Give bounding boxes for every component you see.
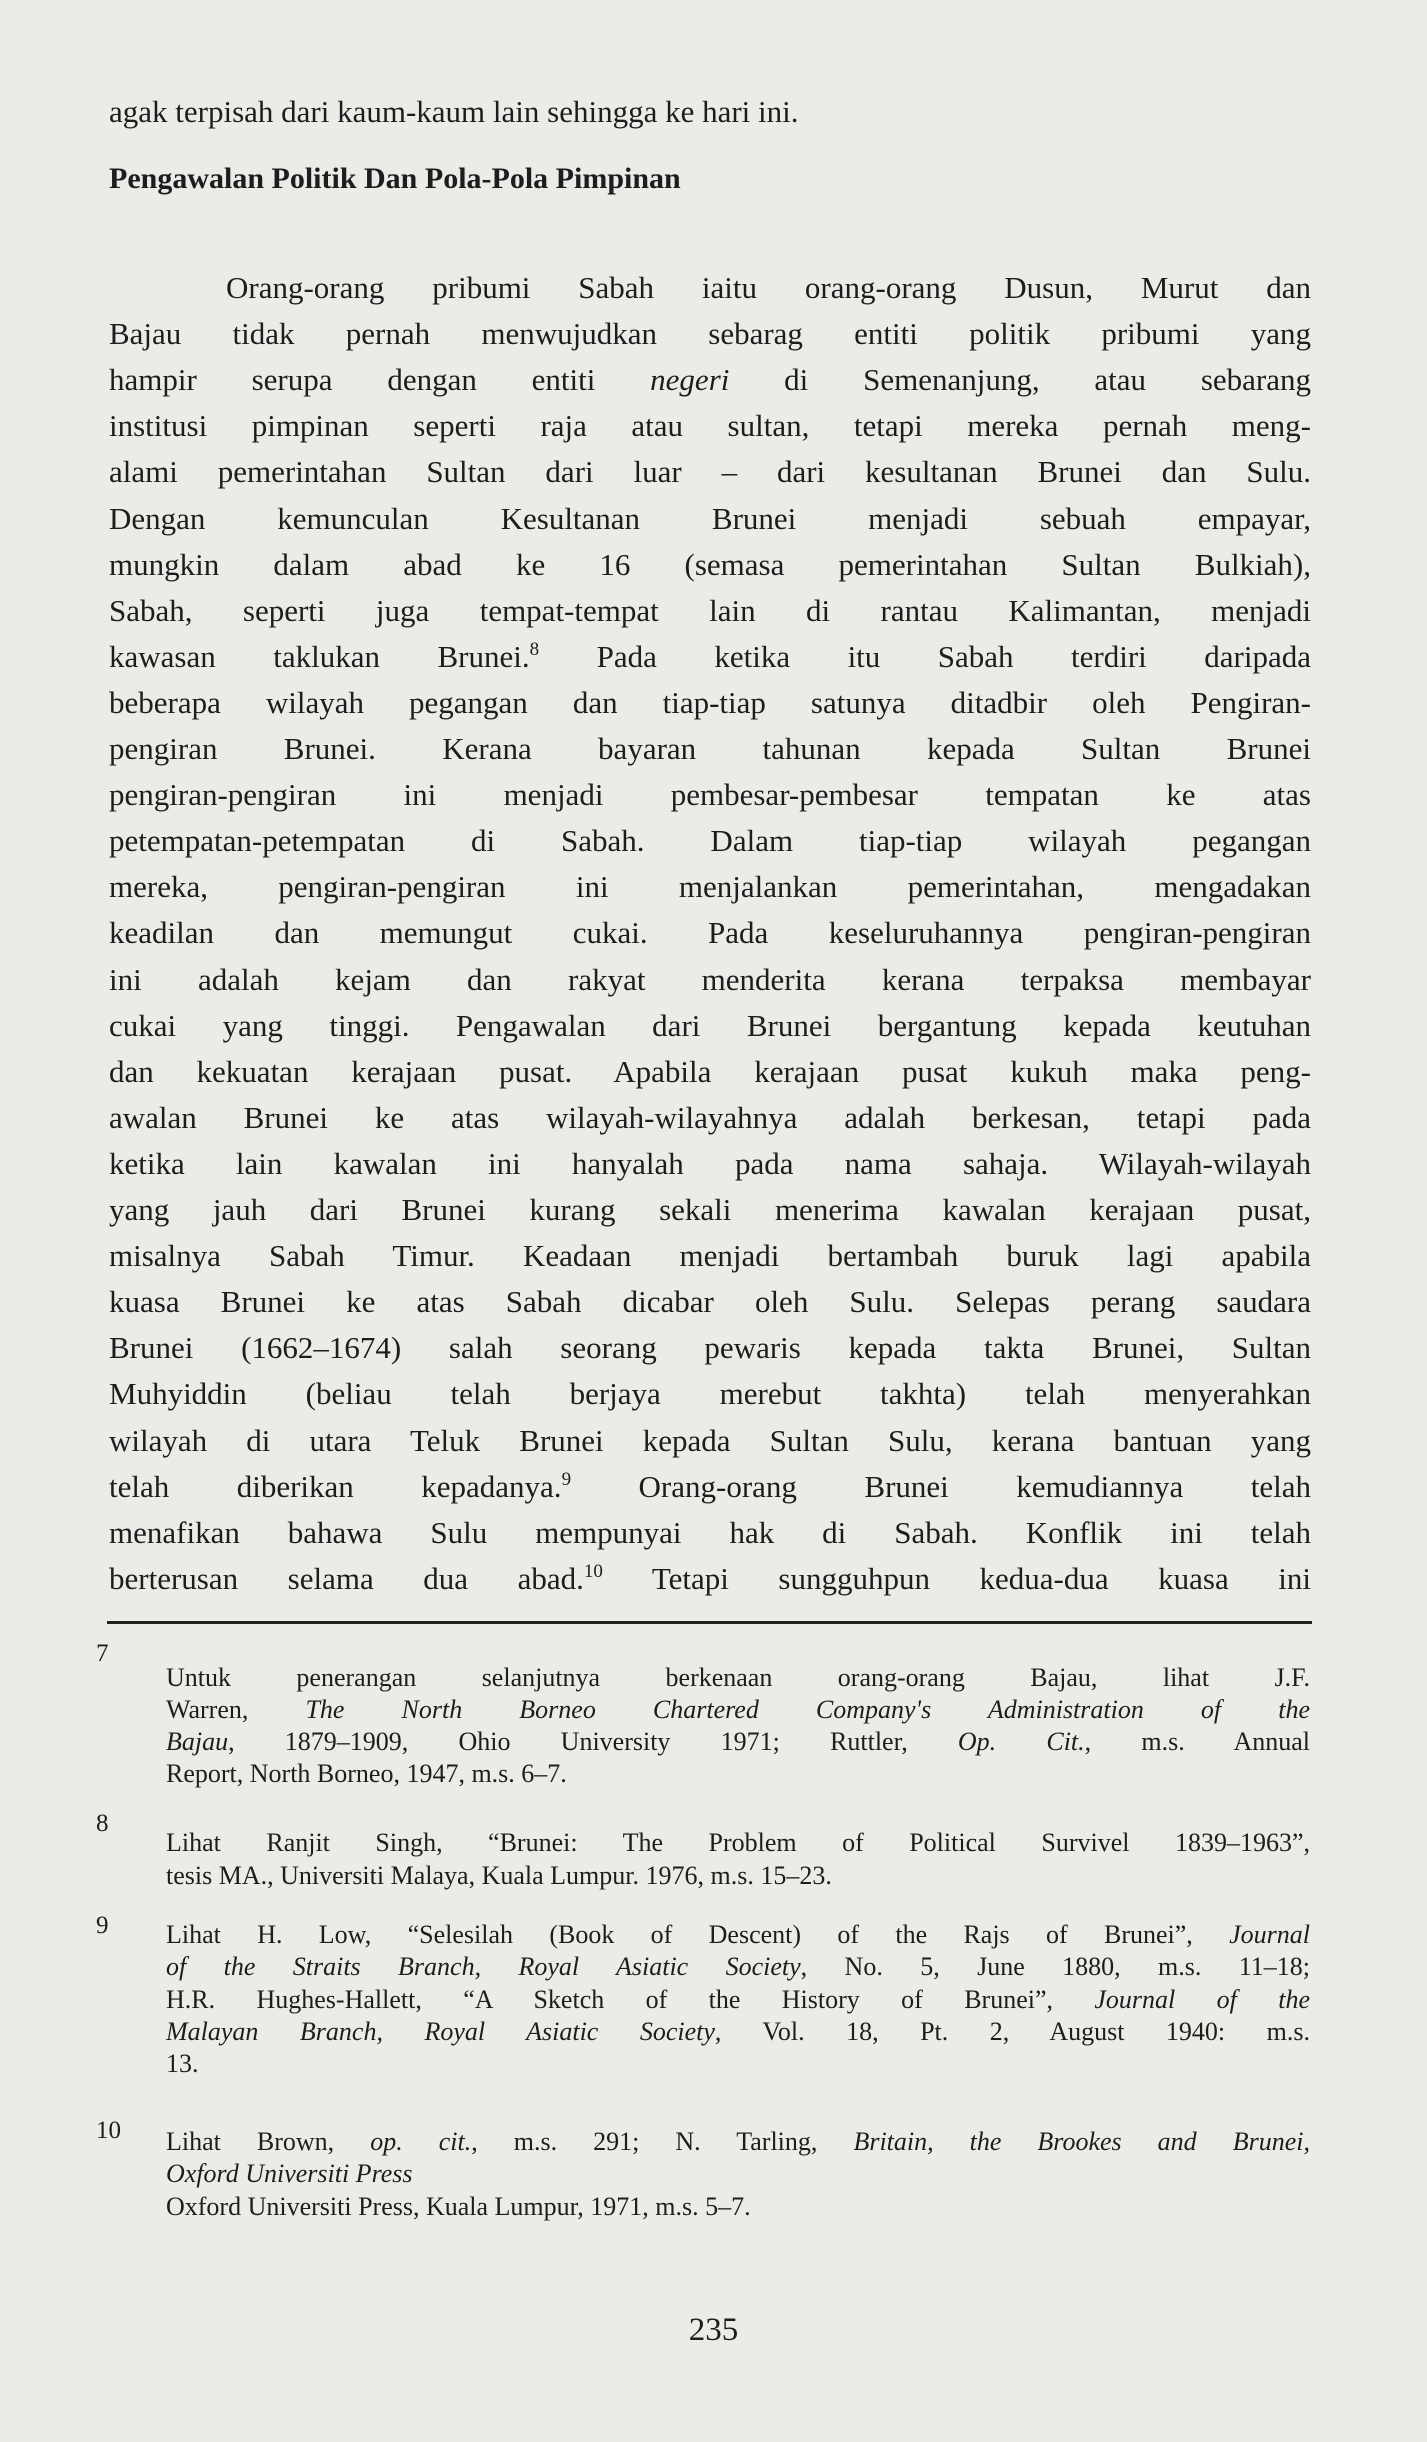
footnote-number: 10 xyxy=(96,2117,121,2144)
footnote-number: 7 xyxy=(96,1640,109,1667)
footnote-line xyxy=(166,1726,1310,1758)
text-segment: Dengan kemunculan Kesultanan Brunei menjadi sebuah empayar, xyxy=(109,500,1311,536)
footnote-ref[interactable]: 8 xyxy=(529,638,540,660)
text-segment: Oxford Universiti Press, Kuala Lumpur, 1971, m.s. 5–7. xyxy=(166,2192,751,2221)
italic-text: The North Borneo Chartered Company's Administration of the xyxy=(305,1695,1310,1724)
text-segment: Orang-orang Brunei kemudiannya telah xyxy=(571,1468,1311,1504)
body-line xyxy=(226,265,1311,311)
body-line xyxy=(109,403,1311,449)
continuation-line: agak terpisah dari kaum-kaum lain sehingga ke hari ini. xyxy=(109,94,799,129)
footnote-line xyxy=(166,2016,1310,2048)
body-line xyxy=(109,634,1311,680)
body-line xyxy=(109,864,1311,910)
footnote-line xyxy=(166,2126,1310,2158)
text-segment: misalnya Sabah Timur. Keadaan menjadi bertambah buruk lagi apabila xyxy=(109,1238,1311,1274)
text-segment: tesis MA., Universiti Malaya, Kuala Lumpur. 1976, m.s. 15–23. xyxy=(166,1861,832,1890)
text-segment: menafikan bahawa Sulu mempunyai hak di Sabah. Konflik ini telah xyxy=(109,1514,1311,1550)
text-segment: institusi pimpinan seperti raja atau sultan, tetapi mereka pernah meng- xyxy=(109,408,1311,444)
text-segment: keadilan dan memungut cukai. Pada keseluruhannya pengiran-pengiran xyxy=(109,915,1311,951)
body-line xyxy=(109,542,1311,588)
text-segment: telah diberikan kepadanya. xyxy=(109,1468,562,1504)
text-segment: H.R. Hughes-Hallett, “A Sketch of the History of Brunei”, xyxy=(166,1985,1095,2014)
body-line xyxy=(109,1510,1311,1556)
text-segment: ini adalah kejam dan rakyat menderita kerana terpaksa membayar xyxy=(109,961,1311,997)
text-segment: Sabah, seperti juga tempat-tempat lain di rantau Kalimantan, menjadi xyxy=(109,592,1311,628)
text-segment: Untuk penerangan selanjutnya berkenaan orang-orang Bajau, lihat J.F. xyxy=(166,1663,1310,1692)
italic-text: op. cit. xyxy=(370,2127,472,2156)
footnote-line xyxy=(166,1984,1310,2016)
footnote-line xyxy=(166,1919,1310,1951)
body-line xyxy=(109,1556,1311,1602)
footnote-line xyxy=(166,1758,1310,1790)
text-segment: alami pemerintahan Sultan dari luar – dari kesultanan Brunei dan Sulu. xyxy=(109,454,1311,490)
body-line xyxy=(109,588,1311,634)
body-line xyxy=(109,1325,1311,1371)
text-segment: petempatan-petempatan di Sabah. Dalam tiap-tiap wilayah pegangan xyxy=(109,823,1311,859)
italic-text: Malayan Branch, Royal Asiatic Society xyxy=(166,2017,715,2046)
body-line xyxy=(109,311,1311,357)
text-segment: 13. xyxy=(166,2049,199,2078)
text-segment: awalan Brunei ke atas wilayah-wilayahnya adalah berkesan, tetapi pada xyxy=(109,1099,1311,1135)
text-segment: hampir serupa dengan entiti xyxy=(109,362,651,398)
body-line xyxy=(109,1464,1311,1510)
text-segment: yang jauh dari Brunei kurang sekali menerima kawalan kerajaan pusat, xyxy=(109,1192,1311,1227)
footnote-line xyxy=(166,2048,1310,2080)
body-line xyxy=(109,1049,1311,1095)
body-line xyxy=(109,910,1311,956)
body-line xyxy=(109,1233,1311,1279)
text-segment: pengiran Brunei. Kerana bayaran tahunan kepada Sultan Brunei xyxy=(109,731,1311,766)
text-segment: beberapa wilayah pegangan dan tiap-tiap satunya ditadbir oleh Pengiran- xyxy=(109,684,1311,720)
italic-text: of the Straits Branch, Royal Asiatic Society xyxy=(166,1952,801,1981)
body-line xyxy=(109,449,1311,495)
text-segment: , No. 5, June 1880, m.s. 11–18; xyxy=(800,1952,1310,1981)
text-segment: , m.s. Annual xyxy=(1084,1727,1310,1756)
text-segment: cukai yang tinggi. Pengawalan dari Brunei bergantung kepada keutuhan xyxy=(109,1007,1311,1043)
footnote-divider xyxy=(107,1621,1312,1624)
text-segment: Tetapi sungguhpun kedua-dua kuasa ini xyxy=(602,1560,1311,1596)
text-segment: Orang-orang pribumi Sabah iaitu orang-orang Dusun, Murut dan xyxy=(226,270,1311,305)
section-heading: Pengawalan Politik Dan Pola-Pola Pimpinan xyxy=(109,162,681,195)
text-segment: berterusan selama dua abad. xyxy=(109,1560,584,1596)
text-segment: , m.s. 291; N. Tarling, xyxy=(471,2127,854,2156)
text-segment: kawasan taklukan Brunei. xyxy=(109,638,530,674)
text-segment: Lihat Ranjit Singh, “Brunei: The Problem of Political Survivel 1839–1963”, xyxy=(166,1828,1310,1857)
body-line xyxy=(109,1187,1311,1233)
text-segment: dan kekuatan kerajaan pusat. Apabila kerajaan pusat kukuh maka peng- xyxy=(109,1053,1311,1089)
italic-text: Op. Cit. xyxy=(957,1727,1085,1756)
page-number: 235 xyxy=(688,2312,739,2348)
footnote-line xyxy=(166,1827,1310,1859)
body-line xyxy=(109,1003,1311,1049)
text-segment: , 1879–1909, Ohio University 1971; Ruttler, xyxy=(228,1727,958,1756)
footnote-number: 9 xyxy=(96,1912,109,1939)
text-segment: Muhyiddin (beliau telah berjaya merebut takhta) telah menyerahkan xyxy=(109,1376,1311,1412)
footnote-line xyxy=(166,2158,1310,2190)
text-segment: Report, North Borneo, 1947, m.s. 6–7. xyxy=(166,1759,567,1788)
text-segment: wilayah di utara Teluk Brunei kepada Sultan Sulu, kerana bantuan yang xyxy=(109,1422,1311,1458)
text-segment: Brunei (1662–1674) salah seorang pewaris kepada takta Brunei, Sultan xyxy=(109,1330,1311,1366)
footnote-line xyxy=(166,1951,1310,1983)
body-line xyxy=(109,1418,1311,1464)
text-segment: mereka, pengiran-pengiran ini menjalankan pemerintahan, mengadakan xyxy=(109,869,1311,905)
body-line xyxy=(109,726,1311,772)
body-line xyxy=(109,1279,1311,1325)
text-segment: Warren, xyxy=(166,1695,306,1724)
body-line xyxy=(109,818,1311,864)
footnote-ref[interactable]: 9 xyxy=(561,1468,572,1490)
text-segment: ketika lain kawalan ini hanyalah pada nama sahaja. Wilayah-wilayah xyxy=(109,1145,1311,1181)
footnote-line xyxy=(166,1662,1310,1694)
text-segment: pengiran-pengiran ini menjadi pembesar-pembesar tempatan ke atas xyxy=(109,777,1311,813)
footnote-ref[interactable]: 10 xyxy=(583,1560,603,1582)
footnote-line xyxy=(166,2191,1310,2223)
body-line xyxy=(109,957,1311,1003)
text-segment: mungkin dalam abad ke 16 (semasa pemerintahan Sultan Bulkiah), xyxy=(109,546,1311,582)
text-segment: di Semenanjung, atau sebarang xyxy=(729,362,1311,398)
italic-text: Oxford Universiti Press xyxy=(166,2159,413,2188)
text-segment: Lihat H. Low, “Selesilah (Book of Descent) of the Rajs of Brunei”, xyxy=(166,1920,1230,1949)
footnote-line xyxy=(166,1860,1310,1892)
text-segment: kuasa Brunei ke atas Sabah dicabar oleh Sulu. Selepas perang saudara xyxy=(109,1284,1311,1320)
body-line xyxy=(109,1095,1311,1141)
body-line xyxy=(109,1141,1311,1187)
footnote-line xyxy=(166,1694,1310,1726)
text-segment: , Vol. 18, Pt. 2, August 1940: m.s. xyxy=(714,2017,1310,2046)
italic-text: Journal xyxy=(1229,1920,1310,1949)
italic-text: Britain, the Brookes and Brunei, xyxy=(853,2127,1310,2156)
text-segment: Bajau tidak pernah menwujudkan sebarag entiti politik pribumi yang xyxy=(109,316,1311,352)
text-segment: Pada ketika itu Sabah terdiri daripada xyxy=(539,638,1311,674)
body-line xyxy=(109,772,1311,818)
body-line xyxy=(109,1371,1311,1417)
body-line xyxy=(109,357,1311,403)
italic-text: Journal of the xyxy=(1094,1985,1310,2014)
footnote-number: 8 xyxy=(96,1810,109,1837)
text-segment: Lihat Brown, xyxy=(166,2127,371,2156)
body-line xyxy=(109,496,1311,542)
body-line xyxy=(109,680,1311,726)
italic-text: negeri xyxy=(650,362,730,398)
italic-text: Bajau xyxy=(166,1727,229,1756)
